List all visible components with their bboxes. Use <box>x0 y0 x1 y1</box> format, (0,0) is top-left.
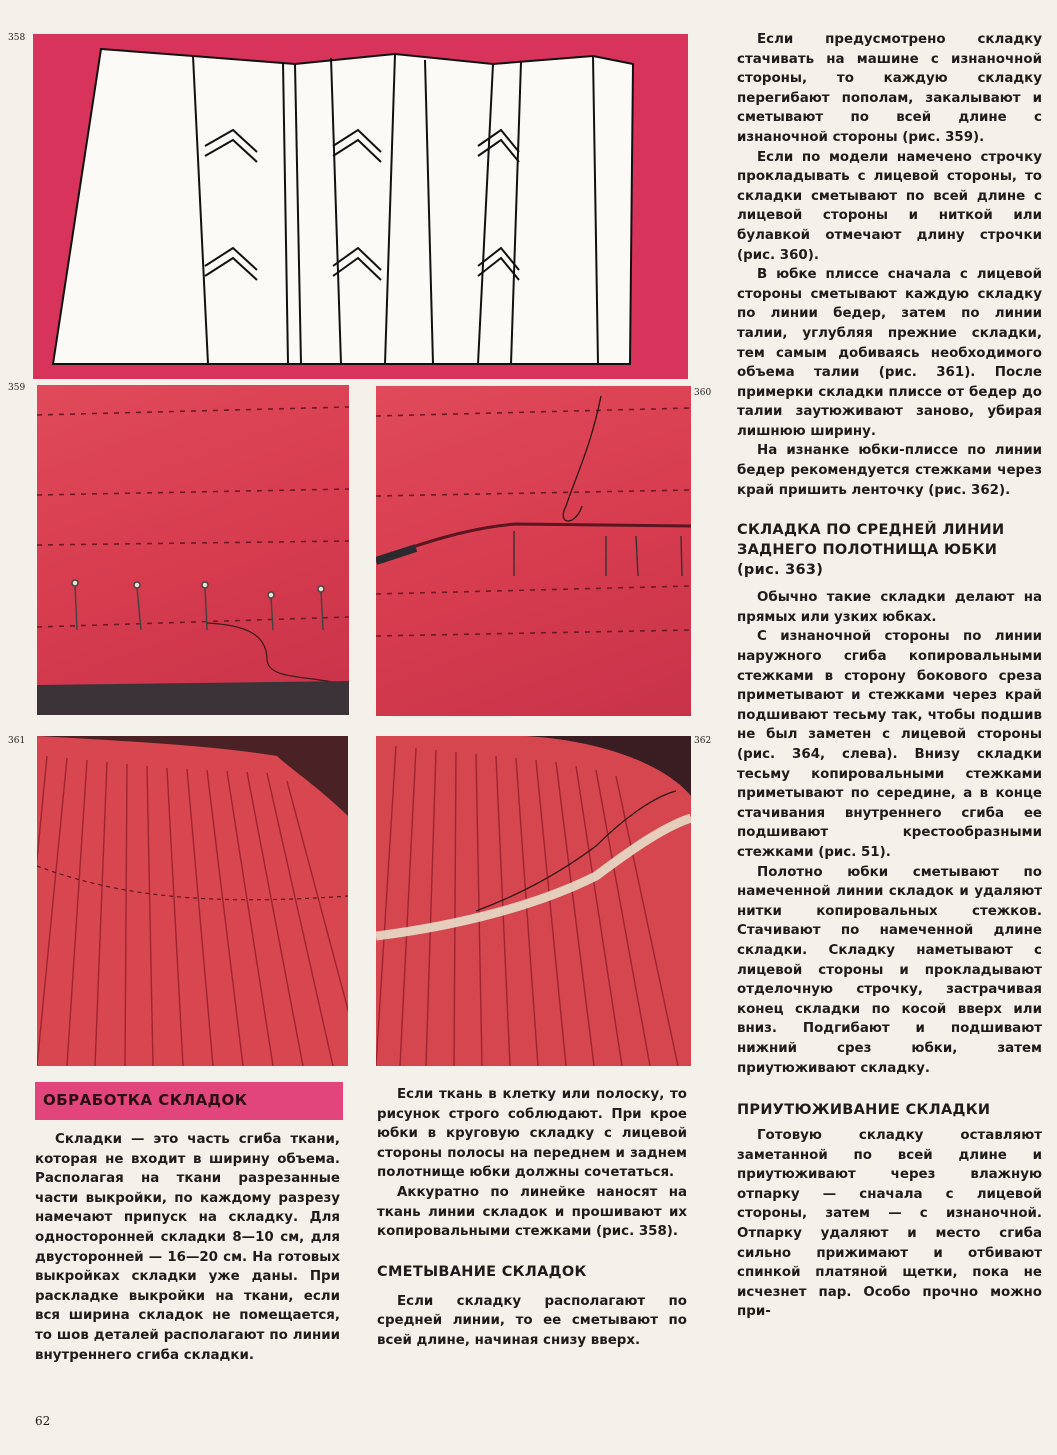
section-heading-pleat-processing: ОБРАБОТКА СКЛАДОК <box>35 1082 343 1120</box>
section-heading-center-back-pleat: СКЛАДКА ПО СРЕДНЕЙ ЛИНИИ ЗАДНЕГО ПОЛОТНИЩА ЮБКИ (рис. 363) <box>737 522 1005 579</box>
paragraph: Если складку располагают по средней линии, то ее сметывают по всей длине, начиная снизу вверх. <box>377 1293 687 1348</box>
right-column <box>737 30 1042 1322</box>
figure-number-359: 359 <box>8 383 26 393</box>
figure-362-skirt-with-tape-photo <box>376 736 691 1066</box>
figure-number-362: 362 <box>694 736 712 746</box>
figure-number-361: 361 <box>8 736 26 746</box>
paragraph: Полотно юбки сметывают по намеченной линии складок и удаляют нитки копировальных стежков. Стачивают по намеченной длине складки. Складку наметывают с лицевой стороны и прокладывают отделочную строчку, застрачивая конец складки по косой вверх или вниз. Подгибают и подшивают нижний срез юбки, затем приутюживают складку. <box>737 864 1042 1076</box>
paragraph: В юбке плиссе сначала с лицевой стороны сметывают каждую складку по линии бедер, затем по линии талии, углубляя прежние складки, тем самым добиваясь необходимого объема талии (рис. 361). После примерки складки плиссе от бедер до талии заутюживают заново, убирая лишнюю ширину. <box>737 267 1042 439</box>
section-heading-basting-pleats: СМЕТЫВАНИЕ СКЛАДОК <box>377 1263 587 1280</box>
left-column <box>35 1130 340 1365</box>
figure-359-basted-pleat-photo <box>37 385 349 715</box>
paragraph: Готовую складку оставляют заметанной по всей длине и приутюживают через влажную отпарку — сначала с лицевой стороны, затем — с изнаночной. Отпарку удаляют и место сгиба сильно прижимают и отбивают спинкой платяной щетки, пока не исчезнет пар. Особо прочно можно при- <box>737 1128 1042 1320</box>
figure-361-pleated-skirt-photo <box>37 736 348 1066</box>
paragraph: Если по модели намечено строчку прокладывать с лицевой стороны, то складки сметывают по всей длине с лицевой стороны и ниткой или булавкой отмечают длину строчки (рис. 360). <box>737 149 1042 263</box>
paragraph: Обычно такие складки делают на прямых или узких юбках. <box>737 590 1042 625</box>
page-number: 62 <box>35 1414 51 1428</box>
figure-number-360: 360 <box>694 388 712 398</box>
figure-358-pleat-pattern-diagram <box>33 34 688 379</box>
section-heading-pressing-pleat: ПРИУТЮЖИВАНИЕ СКЛАДКИ <box>737 1102 991 1119</box>
paragraph: Если ткань в клетку или полоску, то рисунок строго соблюдают. При крое юбки в круговую складку с лицевой стороны полосы на переднем и заднем полотнище юбки должны сочетаться. <box>377 1087 687 1181</box>
paragraph: Аккуратно по линейке наносят на ткань линии складок и прошивают их копировальными стежками (рис. 358). <box>377 1184 687 1240</box>
figure-number-358: 358 <box>8 33 26 43</box>
paragraph: Складки — это часть сгиба ткани, которая не входит в ширину объема. Располагая на ткани разрезанные части выкройки, по каждому разрезу намечают припуск на складку. Для односторонней складки 8—10 см, для двусторонней — 16—20 см. На готовых выкройках складки уже даны. При раскладке выкройки на ткани, если вся ширина складок не помещается, то шов деталей располагают по линии внутреннего сгиба складки. <box>35 1132 340 1363</box>
paragraph: Если предусмотрено складку стачивать на машине с изнаночной стороны, то каждую складку перегибают пополам, закалывают и сметывают по всей длине с изнаночной стороны (рис. 359). <box>737 32 1042 145</box>
middle-column <box>377 1085 687 1351</box>
figure-360-marked-stitch-line-photo <box>376 386 691 716</box>
paragraph: На изнанке юбки-плиссе по линии бедер рекомендуется стежками через край пришить ленточку (рис. 362). <box>737 443 1042 498</box>
paragraph: С изнаночной стороны по линии наружного сгиба копировальными стежками в сторону бокового среза приметывают и стежками через край подшивают тесьму так, чтобы подшив не был заметен с лицевой стороны (рис. 364, слева). Внизу складки тесьму копировальными стежками приметывают по середине, а в конце стачивания внутреннего сгиба ее подшивают крестообразными стежками (рис. 51). <box>737 629 1042 860</box>
